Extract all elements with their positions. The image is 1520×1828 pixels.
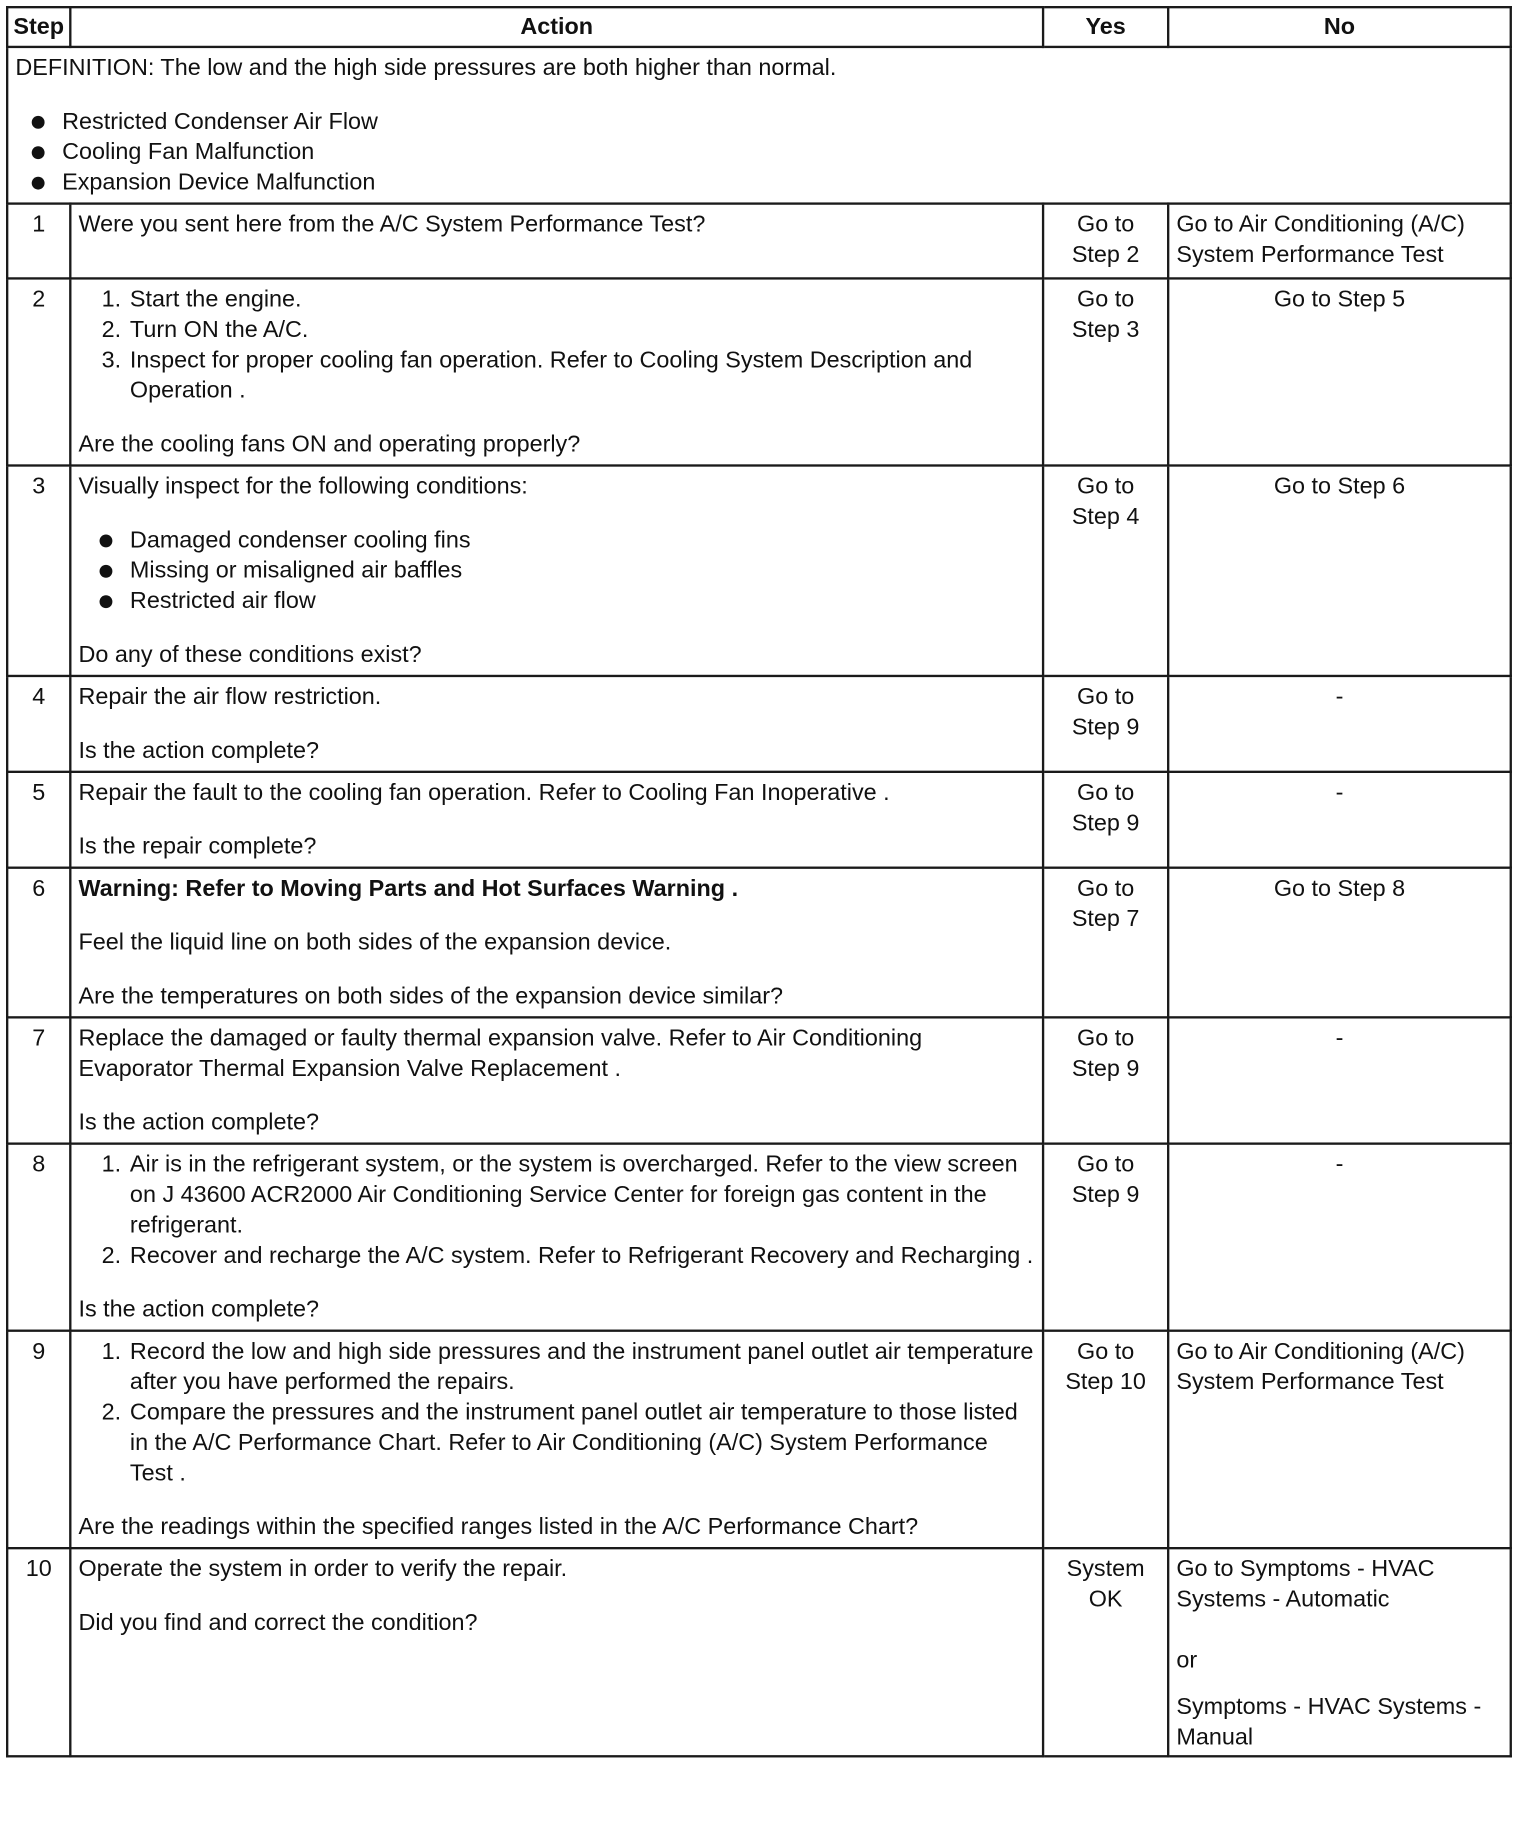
- no-text: -: [1335, 780, 1344, 806]
- step-number: 4: [7, 676, 70, 772]
- no-or-text: or: [1176, 1647, 1198, 1674]
- procedure-list: [78, 1337, 1034, 1489]
- action-cell: [70, 772, 1043, 868]
- yes-cell: [1043, 204, 1168, 279]
- procedure-item: 1. Start the engine.: [128, 284, 1035, 314]
- step-row: [7, 204, 1511, 279]
- action-question: Are the cooling fans ON and operating properly?: [78, 431, 581, 458]
- header-no: No: [1168, 7, 1511, 47]
- step-row: [7, 1548, 1511, 1756]
- no-cell: [1168, 1548, 1511, 1756]
- no-text: Go to Step 6: [1273, 473, 1406, 500]
- action-intro: Feel the liquid line on both sides of the expansion device.: [78, 929, 672, 956]
- yes-cell: [1043, 676, 1168, 772]
- procedure-item: 1. Record the low and high side pressures and the instrument panel outlet air temperature after you have performed the repairs.: [128, 1337, 1035, 1398]
- definition-causes: [15, 107, 1502, 198]
- action-question: Is the action complete?: [78, 1296, 319, 1323]
- no-cell: [1168, 1144, 1511, 1331]
- yes-text: Go to: [1077, 286, 1135, 313]
- step-row: [7, 676, 1511, 772]
- action-cell: [70, 676, 1043, 772]
- action-intro: Replace the damaged or faulty thermal expansion valve. Refer to Air Conditioning Evaporator Thermal Expansion Valve Replacement .: [78, 1025, 923, 1082]
- yes-cell: [1043, 465, 1168, 675]
- no-text: Go to Step 5: [1273, 286, 1406, 313]
- cause-item: Restricted Condenser Air Flow: [32, 107, 1503, 137]
- yes-text: Go to: [1077, 1025, 1135, 1052]
- step-number: 6: [7, 868, 70, 1018]
- cause-item: Expansion Device Malfunction: [32, 167, 1503, 197]
- yes-text: Go to: [1077, 780, 1135, 806]
- yes-text: Step 9: [1071, 1055, 1140, 1082]
- yes-cell: [1043, 1144, 1168, 1331]
- yes-text: System: [1066, 1556, 1145, 1583]
- step-number: 5: [7, 772, 70, 868]
- step-row: [7, 1144, 1511, 1331]
- action-question: Did you find and correct the condition?: [78, 1610, 478, 1636]
- no-text: -: [1335, 684, 1344, 710]
- no-cell: [1168, 1331, 1511, 1548]
- step-row: [7, 278, 1511, 465]
- no-cell: [1168, 772, 1511, 868]
- action-cell: [70, 465, 1043, 675]
- action-cell: [70, 204, 1043, 279]
- yes-text: Go to: [1077, 211, 1135, 238]
- no-cell: [1168, 676, 1511, 772]
- step-row: [7, 1017, 1511, 1143]
- yes-cell: [1043, 772, 1168, 868]
- step-row: [7, 465, 1511, 675]
- no-text: Systems - Automatic: [1176, 1586, 1390, 1613]
- header-row: [7, 7, 1511, 47]
- action-intro: Operate the system in order to verify the repair.: [78, 1556, 568, 1583]
- procedure-item: 3. Inspect for proper cooling fan operation. Refer to Cooling System Description and Operation .: [128, 345, 1035, 406]
- no-text: Go to Step 8: [1273, 875, 1406, 902]
- yes-text: Step 9: [1071, 1182, 1140, 1208]
- no-text: Go to Symptoms - HVAC: [1176, 1556, 1435, 1583]
- procedure-item: 1. Air is in the refrigerant system, or the system is overcharged. Refer to the view screen on J 43600 ACR2000 Air Conditioning Service Center for foreign gas content in the refrigerant.: [128, 1149, 1035, 1240]
- action-question: Is the action complete?: [78, 737, 319, 764]
- procedure-item: 2. Compare the pressures and the instrument panel outlet air temperature to those listed in the A/C Performance Chart. Refer to Air Conditioning (A/C) System Performance Test .: [128, 1397, 1035, 1488]
- action-question: Do any of these conditions exist?: [78, 642, 422, 668]
- no-text: -: [1335, 1151, 1344, 1178]
- step-number: 8: [7, 1144, 70, 1331]
- condition-item: Damaged condenser cooling fins: [100, 525, 1035, 555]
- yes-text: Step 9: [1071, 810, 1140, 837]
- yes-text: Step 2: [1071, 242, 1140, 268]
- step-number: 2: [7, 278, 70, 465]
- no-text: Manual: [1176, 1724, 1254, 1751]
- action-cell: [70, 278, 1043, 465]
- yes-text: Step 9: [1071, 714, 1140, 741]
- action-question: Are the temperatures on both sides of the expansion device similar?: [78, 983, 784, 1010]
- procedure-item: 2. Turn ON the A/C.: [128, 315, 1035, 345]
- yes-text: Go to: [1077, 1151, 1135, 1178]
- no-text: Symptoms - HVAC Systems -: [1176, 1694, 1482, 1721]
- condition-list: [78, 525, 1034, 616]
- no-text: System Performance Test: [1176, 1369, 1444, 1396]
- yes-cell: [1043, 278, 1168, 465]
- yes-text: Go to: [1077, 473, 1135, 500]
- action-cell: [70, 1017, 1043, 1143]
- step-number: 9: [7, 1331, 70, 1548]
- header-yes: Yes: [1043, 7, 1168, 47]
- yes-cell: [1043, 1331, 1168, 1548]
- no-text: Go to Air Conditioning (A/C): [1176, 1338, 1465, 1365]
- yes-text: Go to: [1077, 875, 1135, 902]
- diagnostic-table: [6, 6, 1512, 1757]
- step-row: [7, 772, 1511, 868]
- action-cell: [70, 868, 1043, 1018]
- yes-text: OK: [1088, 1586, 1123, 1613]
- no-cell: [1168, 465, 1511, 675]
- step-number: 7: [7, 1017, 70, 1143]
- no-cell: [1168, 1017, 1511, 1143]
- yes-cell: [1043, 868, 1168, 1018]
- yes-text: Step 7: [1071, 906, 1140, 933]
- procedure-list: [78, 1149, 1034, 1271]
- step-number: 1: [7, 204, 70, 279]
- action-question: Is the action complete?: [78, 1109, 319, 1136]
- cause-item: Cooling Fan Malfunction: [32, 137, 1503, 167]
- yes-text: Step 10: [1065, 1369, 1146, 1396]
- procedure-list: [78, 284, 1034, 406]
- procedure-item: 2. Recover and recharge the A/C system. Refer to Refrigerant Recovery and Recharging .: [128, 1241, 1035, 1271]
- action-cell: [70, 1331, 1043, 1548]
- yes-text: Step 3: [1071, 317, 1140, 343]
- no-text: -: [1335, 1025, 1344, 1052]
- action-intro: Repair the air flow restriction.: [78, 684, 382, 710]
- step-number: 10: [7, 1548, 70, 1756]
- step-number: 3: [7, 465, 70, 675]
- condition-item: Restricted air flow: [100, 586, 1035, 616]
- warning-text: Warning: Refer to Moving Parts and Hot Surfaces Warning .: [78, 875, 739, 902]
- action-cell: [70, 1144, 1043, 1331]
- yes-text: Go to: [1077, 684, 1135, 710]
- no-option-manual: [1176, 1692, 1505, 1753]
- action-cell: [70, 1548, 1043, 1756]
- action-intro: Repair the fault to the cooling fan operation. Refer to Cooling Fan Inoperative .: [78, 780, 890, 806]
- yes-cell: [1043, 1017, 1168, 1143]
- definition-cell: [7, 47, 1511, 204]
- no-cell: [1168, 278, 1511, 465]
- no-cell: [1168, 204, 1511, 279]
- definition-row: [7, 47, 1511, 204]
- definition-text: DEFINITION: The low and the high side pressures are both higher than normal.: [15, 55, 837, 81]
- action-intro: Visually inspect for the following conditions:: [78, 473, 528, 500]
- step-row: [7, 1331, 1511, 1548]
- no-text: System Performance Test: [1176, 242, 1444, 268]
- action-question: Were you sent here from the A/C System Performance Test?: [78, 211, 706, 238]
- action-question: Are the readings within the specified ranges listed in the A/C Performance Chart?: [78, 1514, 919, 1540]
- diagnostic-sheet: [6, 6, 1512, 1757]
- no-option-automatic: [1169, 1549, 1509, 1619]
- yes-cell: [1043, 1548, 1168, 1756]
- yes-text: Step 4: [1071, 504, 1140, 530]
- no-cell: [1168, 868, 1511, 1018]
- header-action: Action: [70, 7, 1043, 47]
- condition-item: Missing or misaligned air baffles: [100, 556, 1035, 586]
- yes-text: Go to: [1077, 1338, 1135, 1365]
- step-row: [7, 868, 1511, 1018]
- header-step: Step: [7, 7, 70, 47]
- action-question: Is the repair complete?: [78, 833, 317, 860]
- no-text: Go to Air Conditioning (A/C): [1176, 211, 1465, 238]
